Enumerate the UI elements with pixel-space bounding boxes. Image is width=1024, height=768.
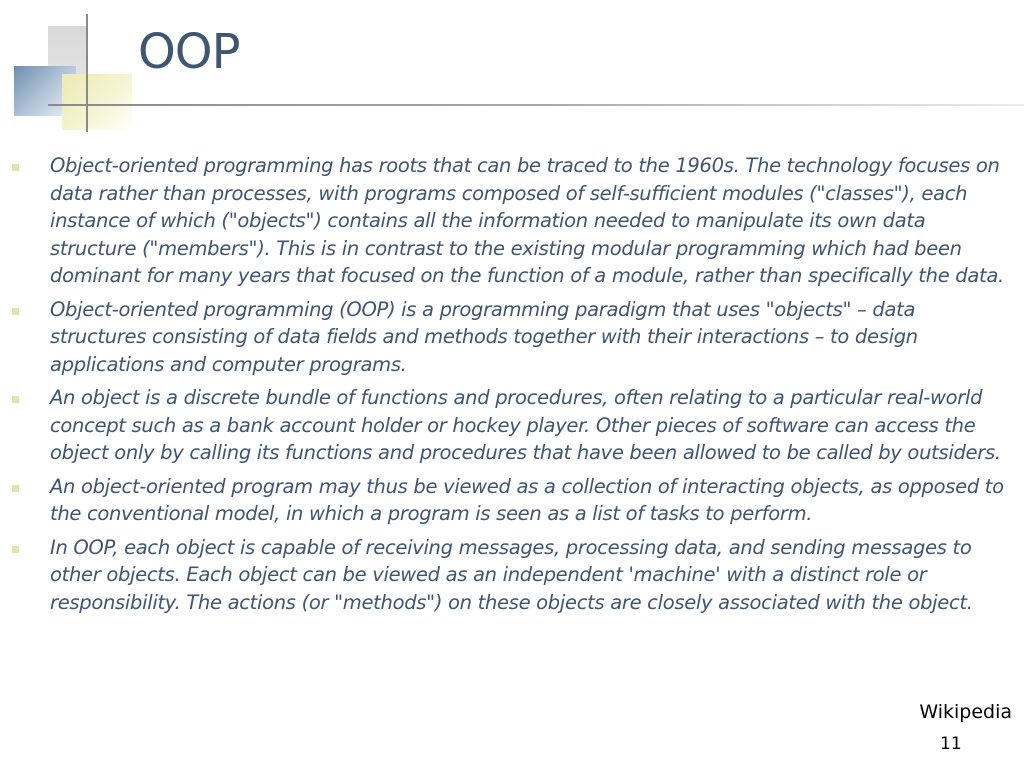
title-underline-rule [48,104,1024,106]
square-bullet-icon [12,546,19,553]
bullet-item [10,534,1006,617]
square-bullet-icon [12,396,19,403]
bullet-item [10,473,1006,528]
bullet-item [10,384,1006,467]
bullet-item [10,296,1006,379]
vertical-rule [86,14,88,132]
decorative-corner-graphic [0,0,160,140]
square-bullet-icon [12,164,19,171]
bullet-item [10,152,1006,290]
bullet-text: Object-oriented programming has roots that can be traced to the 1960s. The technology focuses on data rather than processes, with programs composed of self-sufficient modules ("classes"), each instance of which ("objects") contains all the information needed to manipulate its own data structure ("members"). This is in contrast to the existing modular programming which had been dominant for many years that focused on the function of a module, rather than specifically the data. [50,154,1004,287]
slide-title: OOP [138,24,240,80]
bullet-text: An object is a discrete bundle of functions and procedures, often relating to a particular real-world concept such as a bank account holder or hockey player. Other pieces of software can access the object only by calling its functions and procedures that have been allowed to be called by outsiders. [50,386,1001,464]
bullet-text: Object-oriented programming (OOP) is a programming paradigm that uses "objects" – data structures consisting of data fields and methods together with their interactions – to design applications and computer programs. [50,297,918,376]
square-bullet-icon [12,485,19,492]
bullet-text: In OOP, each object is capable of receiving messages, processing data, and sending messages to other objects. Each object can be viewed as an independent 'machine' with a distinct role or responsibility. The actions (or "methods") on these objects are closely associated with the object. [50,535,973,614]
source-attribution: Wikipedia [919,701,1012,723]
square-bullet-icon [12,308,19,315]
page-number: 11 [940,734,962,754]
yellow-square-decoration [62,74,132,130]
bullet-list [10,152,1006,622]
bullet-text: An object-oriented program may thus be viewed as a collection of interacting objects, as opposed to the conventional model, in which a program is seen as a list of tasks to perform. [50,474,1004,525]
